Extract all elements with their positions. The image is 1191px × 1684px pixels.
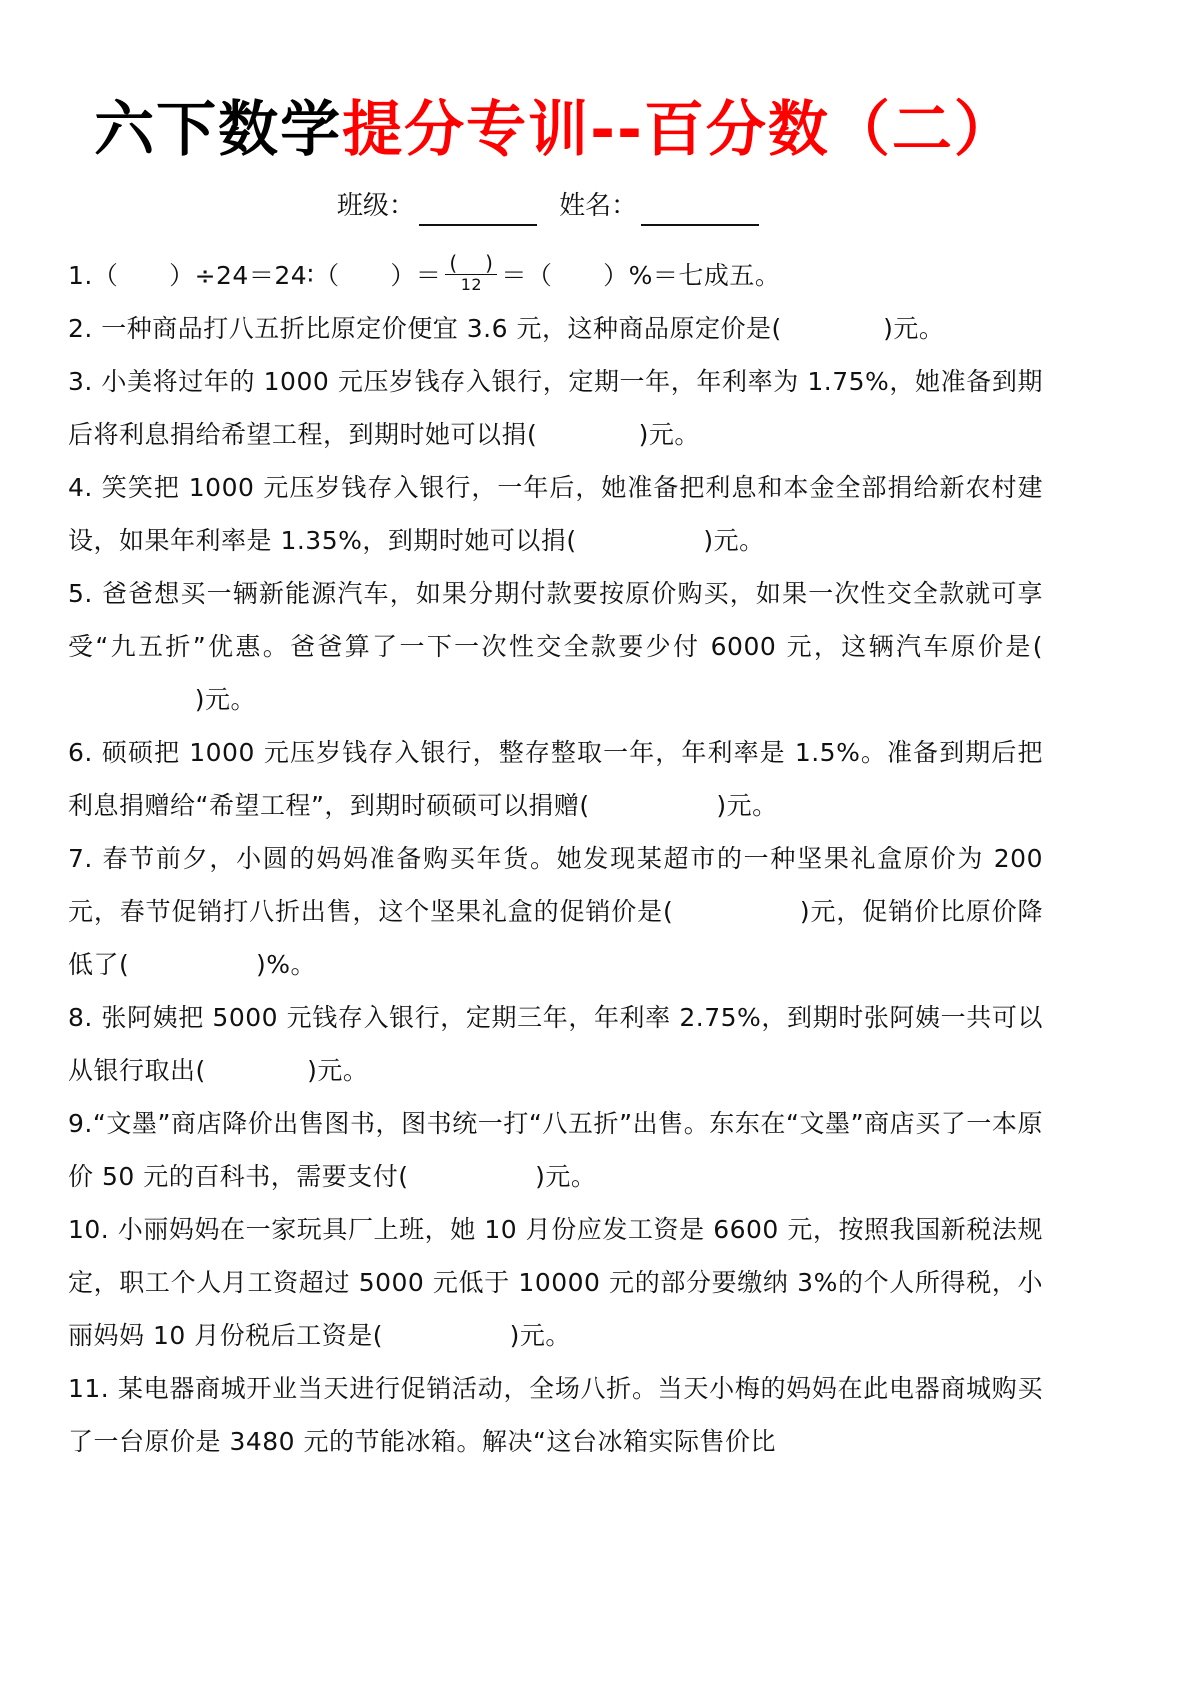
question-number: 6. [68, 738, 93, 767]
answer-blank[interactable] [673, 885, 800, 938]
question-text: ）%＝七成五。 [603, 261, 781, 290]
question-text: )元。 [194, 685, 256, 714]
question-number: 1. [68, 261, 93, 290]
question-text: )%。 [255, 950, 316, 979]
question-11 [68, 1362, 1043, 1468]
question-text: )元。 [535, 1162, 597, 1191]
class-field[interactable] [419, 196, 537, 226]
question-5 [68, 567, 1043, 726]
question-text: )元。 [638, 420, 700, 449]
question-number: 11. [68, 1374, 110, 1403]
question-number: 3. [68, 367, 93, 396]
title-black-part: 六下数学 [94, 95, 343, 165]
answer-blank[interactable] [206, 1044, 307, 1097]
question-text: 某电器商城开业当天进行促销活动，全场八折。当天小梅的妈妈在此电器商城购买了一台原价是 3480 元的节能冰箱。解决“这台冰箱实际售价比 [68, 1374, 1043, 1456]
question-7 [68, 832, 1043, 991]
question-1 [68, 249, 1043, 302]
question-number: 4. [68, 473, 93, 502]
answer-blank[interactable] [537, 408, 638, 461]
question-3 [68, 355, 1043, 461]
fraction-denominator: 12 [460, 274, 483, 294]
fraction-numerator-blank[interactable]: ( ) [445, 252, 497, 275]
question-text: 小丽妈妈在一家玩具厂上班，她 10 月份应发工资是 6600 元，按照我国新税法规定，职工个人月工资超过 5000 元低于 10000 元的部分要缴纳 3%的个人所得税，小丽妈妈 10 月份税后工资是( [68, 1215, 1043, 1350]
question-text: ）＝ [390, 261, 442, 290]
question-text: ＝（ [501, 261, 553, 290]
question-text: 小美将过年的 1000 元压岁钱存入银行，定期一年，年利率为 1.75%，她准备到期后将利息捐给希望工程，到期时她可以捐( [68, 367, 1043, 449]
answer-blank[interactable] [340, 249, 391, 302]
question-10 [68, 1203, 1043, 1362]
answer-blank[interactable] [383, 1309, 510, 1362]
question-text: )元，促销价比原价降低了( [68, 897, 1043, 979]
question-4 [68, 461, 1043, 567]
question-number: 8. [68, 1003, 93, 1032]
question-text: ）÷24＝24∶（ [169, 261, 340, 290]
question-number: 2. [68, 314, 93, 343]
fraction [445, 252, 497, 295]
answer-blank[interactable] [408, 1150, 535, 1203]
question-9 [68, 1097, 1043, 1203]
question-text: )元。 [509, 1321, 571, 1350]
question-6 [68, 726, 1043, 832]
question-number: 10. [68, 1215, 110, 1244]
question-text: 一种商品打八五折比原定价便宜 3.6 元，这种商品原定价是( [92, 314, 782, 343]
title-red-part: 提分专训--百分数（二） [342, 95, 1016, 165]
question-number: 5. [68, 579, 93, 608]
answer-blank[interactable] [782, 302, 883, 355]
question-text: 硕硕把 1000 元压岁钱存入银行，整存整取一年，年利率是 1.5%。准备到期后把利息捐赠给“希望工程”，到期时硕硕可以捐赠( [68, 738, 1043, 820]
answer-blank[interactable] [577, 514, 704, 567]
question-text: （ [92, 261, 119, 290]
answer-blank[interactable] [129, 938, 256, 991]
question-text: )元。 [307, 1056, 369, 1085]
name-field[interactable] [641, 196, 759, 226]
page-title [0, 92, 1110, 168]
question-text: )元。 [716, 791, 778, 820]
question-text: “文墨”商店降价出售图书，图书统一打“八五折”出售。东东在“文墨”商店买了一本原价 50 元的百科书，需要支付( [68, 1109, 1043, 1191]
question-text: 笑笑把 1000 元压岁钱存入银行，一年后，她准备把利息和本金全部捐给新农村建设，如果年利率是 1.35%，到期时她可以捐( [68, 473, 1043, 555]
question-8 [68, 991, 1043, 1097]
question-number: 7. [68, 844, 93, 873]
question-number: 9. [68, 1109, 93, 1138]
answer-blank[interactable] [118, 249, 169, 302]
question-text: 张阿姨把 5000 元钱存入银行，定期三年，年利率 2.75%，到期时张阿姨一共可以从银行取出( [68, 1003, 1043, 1085]
answer-blank[interactable] [552, 249, 603, 302]
question-text: )元。 [883, 314, 945, 343]
answer-blank[interactable] [590, 779, 717, 832]
name-label: 姓名： [559, 191, 638, 221]
student-info-line [0, 186, 1110, 226]
question-text: 春节前夕，小圆的妈妈准备购买年货。她发现某超市的一种坚果礼盒原价为 200 元，春节促销打八折出售，这个坚果礼盒的促销价是( [68, 844, 1043, 926]
class-label: 班级： [336, 191, 415, 221]
question-text: 爸爸想买一辆新能源汽车，如果分期付款要按原价购买，如果一次性交全款就可享受“九五折”优惠。爸爸算了一下一次性交全款要少付 6000 元，这辆汽车原价是( [68, 579, 1043, 661]
question-list [68, 249, 1043, 1468]
question-2 [68, 302, 1043, 355]
question-text: )元。 [703, 526, 765, 555]
answer-blank[interactable] [68, 673, 195, 726]
